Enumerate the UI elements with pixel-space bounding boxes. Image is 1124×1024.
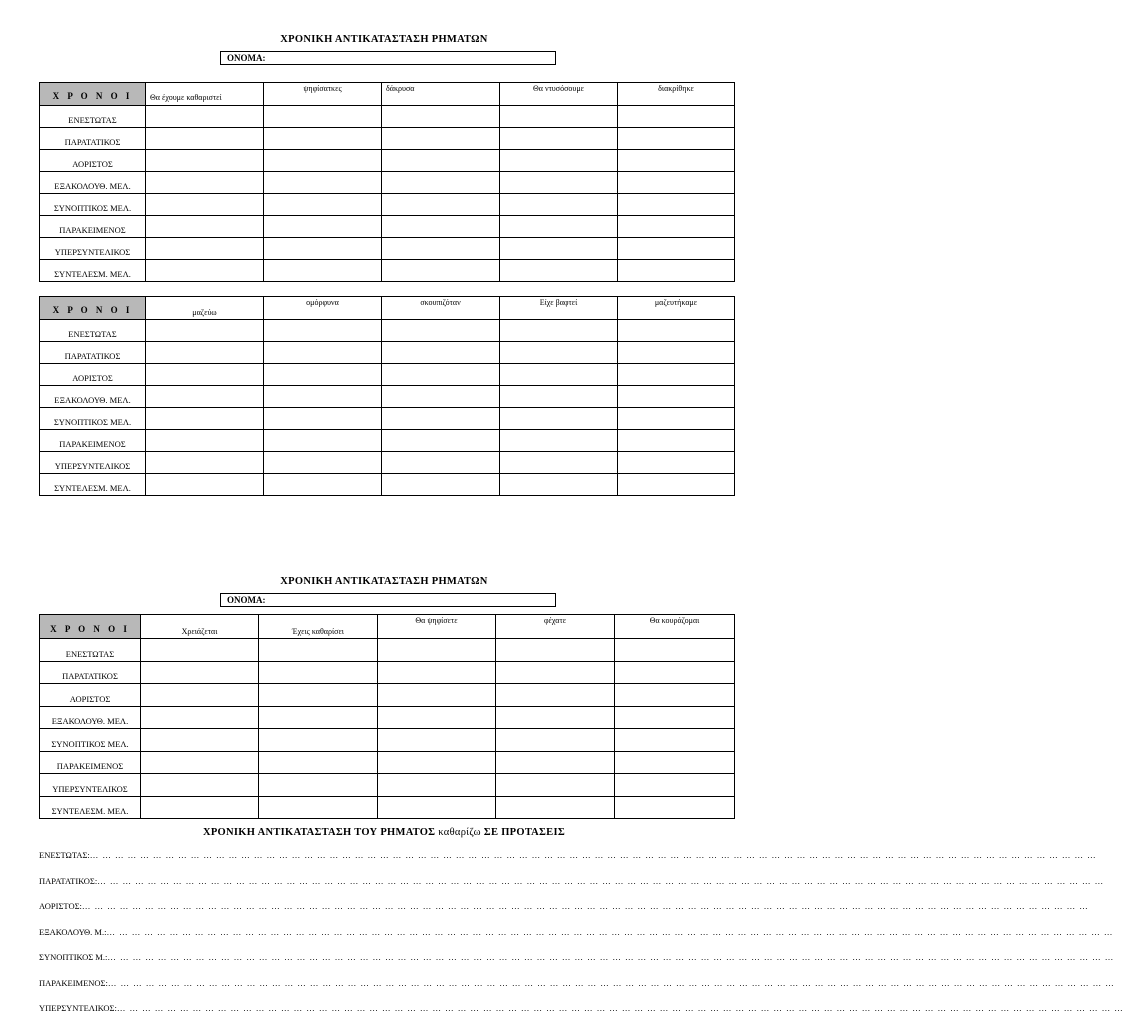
answer-cell[interactable] [500, 364, 618, 386]
tense-label: ΕΞΑΚΟΛΟΥΘ. ΜΕΛ. [40, 706, 141, 729]
answer-cell[interactable] [264, 408, 382, 430]
table-row [40, 474, 735, 496]
answer-cell[interactable] [615, 729, 735, 752]
tense-label: ΣΥΝΟΠΤΙΚΟΣ ΜΕΛ. [40, 194, 146, 216]
answer-cell[interactable] [259, 751, 378, 774]
answer-cell[interactable] [496, 706, 615, 729]
sentence-line[interactable] [39, 875, 1105, 886]
answer-cell[interactable] [618, 430, 735, 452]
name-label: ΟΝΟΜΑ: [227, 595, 266, 605]
answer-cell[interactable] [378, 751, 496, 774]
verb-cell: Έχεις καθαρίσει [259, 615, 378, 639]
name-label: ΟΝΟΜΑ: [227, 53, 266, 63]
answer-cell[interactable] [378, 729, 496, 752]
name-field-2[interactable] [220, 593, 556, 607]
table-row [40, 364, 735, 386]
answer-cell[interactable] [618, 194, 735, 216]
header-tenses: Χ Ρ Ο Ν Ο Ι [40, 297, 146, 320]
tense-label: ΠΑΡΑΤΑΤΙΚΟΣ [40, 128, 146, 150]
sentence-label: ΕΞΑΚΟΛΟΥΘ. Μ.: [39, 926, 107, 937]
dotted-leader: … … … … … … … … … … … … … … … … … … … … … … … … … … … … … … … … … … … … … … … … … … … … … … … … … … … … … … … … … … … … … … … … … … … … … … … … … … … … … … … … [106, 926, 1114, 937]
answer-cell[interactable] [496, 751, 615, 774]
answer-cell[interactable] [141, 706, 259, 729]
answer-cell[interactable] [500, 150, 618, 172]
answer-cell[interactable] [264, 216, 382, 238]
answer-cell[interactable] [378, 774, 496, 797]
answer-cell[interactable] [618, 342, 735, 364]
tense-label: ΥΠΕΡΣΥΝΤΕΛΙΚΟΣ [40, 238, 146, 260]
verb-cell: Χρειάζεται [141, 615, 259, 639]
answer-cell[interactable] [146, 260, 264, 282]
answer-cell[interactable] [618, 364, 735, 386]
sentence-line[interactable] [39, 850, 1097, 860]
table-row [40, 216, 735, 238]
table3-body [40, 639, 735, 819]
answer-cell[interactable] [382, 238, 500, 260]
answer-cell[interactable] [382, 320, 500, 342]
dotted-leader: … … … … … … … … … … … … … … … … … … … … … … … … … … … … … … … … … … … … … … … … … … … … … … … … … … … … … … … … … … … … … … … … … … … … … … … … … … … … … … … … [89, 850, 1097, 860]
answer-cell[interactable] [141, 774, 259, 797]
verb-cell: Θα ψηφίσετε [378, 615, 496, 639]
answer-cell[interactable] [146, 452, 264, 474]
sentence-label: ΣΥΝΟΠΤΙΚΟΣ Μ.: [39, 952, 108, 962]
table-row [40, 172, 735, 194]
answer-cell[interactable] [615, 661, 735, 684]
verb-cell: μαζεύω [146, 297, 264, 320]
answer-cell[interactable] [618, 474, 735, 496]
answer-cell[interactable] [615, 774, 735, 797]
header-tenses: Χ Ρ Ο Ν Ο Ι [40, 615, 141, 639]
verb-cell: ομόρφυνα [264, 297, 382, 320]
answer-cell[interactable] [146, 194, 264, 216]
verb-cell: διακρίθηκε [618, 83, 735, 106]
tense-label: ΕΞΑΚΟΛΟΥΘ. ΜΕΛ. [40, 172, 146, 194]
answer-cell[interactable] [615, 751, 735, 774]
answer-cell[interactable] [618, 216, 735, 238]
answer-cell[interactable] [382, 342, 500, 364]
table-row [40, 128, 735, 150]
answer-cell[interactable] [382, 216, 500, 238]
answer-cell[interactable] [500, 430, 618, 452]
answer-cell[interactable] [146, 216, 264, 238]
answer-cell[interactable] [496, 639, 615, 662]
sentences-title-a: ΧΡΟΝΙΚΗ ΑΝΤΙΚΑΤΑΣΤΑΣΗ ΤΟΥ ΡΗΜΑΤΟΣ [202, 827, 436, 838]
answer-cell[interactable] [500, 452, 618, 474]
answer-cell[interactable] [141, 796, 259, 819]
answer-cell[interactable] [500, 260, 618, 282]
answer-cell[interactable] [496, 729, 615, 752]
answer-cell[interactable] [146, 150, 264, 172]
answer-cell[interactable] [141, 729, 259, 752]
table-row [40, 320, 735, 342]
answer-cell[interactable] [259, 729, 378, 752]
answer-cell[interactable] [146, 430, 264, 452]
table-row [40, 684, 735, 707]
tense-label: ΠΑΡΑΚΕΙΜΕΝΟΣ [40, 751, 141, 774]
page-title: ΧΡΟΝΙΚΗ ΑΝΤΙΚΑΤΑΣΤΑΣΗ ΡΗΜΑΤΩΝ [280, 34, 488, 45]
answer-cell[interactable] [496, 684, 615, 707]
tense-label: ΣΥΝΤΕΛΕΣΜ. ΜΕΛ. [40, 796, 141, 819]
tense-label: ΠΑΡΑΚΕΙΜΕΝΟΣ [40, 430, 146, 452]
table-row [40, 639, 735, 662]
tense-label: ΠΑΡΑΚΕΙΜΕΝΟΣ [40, 216, 146, 238]
answer-cell[interactable] [259, 774, 378, 797]
answer-cell[interactable] [146, 364, 264, 386]
answer-cell[interactable] [500, 474, 618, 496]
table-row [40, 774, 735, 797]
answer-cell[interactable] [146, 172, 264, 194]
sentences-title-b: ΣΕ ΠΡΟΤΑΣΕΙΣ [483, 827, 566, 838]
tense-label: ΠΑΡΑΤΑΤΙΚΟΣ [40, 342, 146, 364]
table-row [40, 796, 735, 819]
table-row [40, 386, 735, 408]
verb-cell: Θα κουράζομαι [615, 615, 735, 639]
verb-cell: Είχε βαφτεί [500, 297, 618, 320]
answer-cell[interactable] [618, 408, 735, 430]
answer-cell[interactable] [378, 639, 496, 662]
table-row [40, 238, 735, 260]
answer-cell[interactable] [146, 128, 264, 150]
answer-cell[interactable] [264, 128, 382, 150]
verb-cell: Θα έχουμε καθαριστεί [146, 83, 264, 106]
answer-cell[interactable] [382, 128, 500, 150]
name-field[interactable] [220, 51, 556, 65]
tense-table-2 [39, 296, 735, 496]
answer-cell[interactable] [618, 386, 735, 408]
answer-cell[interactable] [500, 238, 618, 260]
answer-cell[interactable] [264, 150, 382, 172]
answer-cell[interactable] [382, 474, 500, 496]
sentence-line[interactable] [39, 952, 1115, 962]
table-row [40, 342, 735, 364]
answer-cell[interactable] [618, 260, 735, 282]
tense-label: ΣΥΝΟΠΤΙΚΟΣ ΜΕΛ. [40, 729, 141, 752]
answer-cell[interactable] [146, 474, 264, 496]
answer-cell[interactable] [615, 796, 735, 819]
answer-cell[interactable] [259, 706, 378, 729]
answer-cell[interactable] [382, 430, 500, 452]
verb-cell: δάκρυσα [382, 83, 500, 106]
answer-cell[interactable] [500, 106, 618, 128]
answer-cell[interactable] [146, 386, 264, 408]
tense-label: ΥΠΕΡΣΥΝΤΕΛΙΚΟΣ [40, 452, 146, 474]
dotted-leader: … … … … … … … … … … … … … … … … … … … … … … … … … … … … … … … … … … … … … … … … … … … … … … … … … … … … … … … … … … … … … … … … … … … … … … … … … … … … … … … … [81, 901, 1089, 911]
answer-cell[interactable] [615, 684, 735, 707]
tense-label: ΕΝΕΣΤΩΤΑΣ [40, 320, 146, 342]
answer-cell[interactable] [259, 684, 378, 707]
answer-cell[interactable] [264, 430, 382, 452]
answer-cell[interactable] [618, 106, 735, 128]
answer-cell[interactable] [146, 106, 264, 128]
tense-label: ΣΥΝΟΠΤΙΚΟΣ ΜΕΛ. [40, 408, 146, 430]
answer-cell[interactable] [146, 408, 264, 430]
table-row [40, 751, 735, 774]
tense-label: ΠΑΡΑΤΑΤΙΚΟΣ [40, 661, 141, 684]
verb-cell: μαζευτήκαμε [618, 297, 735, 320]
answer-cell[interactable] [259, 639, 378, 662]
answer-cell[interactable] [259, 796, 378, 819]
answer-cell[interactable] [500, 172, 618, 194]
table-row [40, 452, 735, 474]
answer-cell[interactable] [378, 661, 496, 684]
table-row [40, 706, 735, 729]
answer-cell[interactable] [264, 320, 382, 342]
tense-label: ΣΥΝΤΕΛΕΣΜ. ΜΕΛ. [40, 474, 146, 496]
answer-cell[interactable] [141, 661, 259, 684]
answer-cell[interactable] [382, 172, 500, 194]
sentences-verb: καθαρίζω [438, 827, 481, 838]
tense-label: ΥΠΕΡΣΥΝΤΕΛΙΚΟΣ [40, 774, 141, 797]
answer-cell[interactable] [378, 706, 496, 729]
tense-label: ΕΞΑΚΟΛΟΥΘ. ΜΕΛ. [40, 386, 146, 408]
answer-cell[interactable] [500, 342, 618, 364]
dotted-leader: … … … … … … … … … … … … … … … … … … … … … … … … … … … … … … … … … … … … … … … … … … … … … … … … … … … … … … … … … … … … … … … … … … … … … … … … … … … … … … … … [116, 1003, 1124, 1013]
answer-cell[interactable] [264, 238, 382, 260]
sentence-label: ΑΟΡΙΣΤΟΣ: [39, 901, 82, 911]
answer-cell[interactable] [618, 238, 735, 260]
answer-cell[interactable] [500, 320, 618, 342]
answer-cell[interactable] [382, 452, 500, 474]
answer-cell[interactable] [618, 128, 735, 150]
table-row [40, 408, 735, 430]
answer-cell[interactable] [382, 150, 500, 172]
sentences-title [0, 827, 768, 838]
sentence-line[interactable] [39, 1003, 1124, 1013]
answer-cell[interactable] [146, 238, 264, 260]
table1-body [40, 106, 735, 282]
answer-cell[interactable] [382, 106, 500, 128]
answer-cell[interactable] [264, 342, 382, 364]
answer-cell[interactable] [378, 796, 496, 819]
verb-cell: ψηφίσατκες [264, 83, 382, 106]
answer-cell[interactable] [264, 194, 382, 216]
sentence-line[interactable] [39, 901, 1089, 911]
sentence-label: ΥΠΕΡΣΥΝΤΕΛΙΚΟΣ: [39, 1003, 117, 1013]
answer-cell[interactable] [264, 364, 382, 386]
answer-cell[interactable] [259, 661, 378, 684]
answer-cell[interactable] [618, 452, 735, 474]
answer-cell[interactable] [618, 150, 735, 172]
verb-cell: φέχατε [496, 615, 615, 639]
table-row [40, 729, 735, 752]
tense-label: ΕΝΕΣΤΩΤΑΣ [40, 106, 146, 128]
sentence-line[interactable] [39, 977, 1115, 988]
dotted-leader: … … … … … … … … … … … … … … … … … … … … … … … … … … … … … … … … … … … … … … … … … … … … … … … … … … … … … … … … … … … … … … … … … … … … … … … … … … … … … … … … [97, 875, 1105, 886]
answer-cell[interactable] [500, 216, 618, 238]
answer-cell[interactable] [382, 364, 500, 386]
answer-cell[interactable] [618, 172, 735, 194]
answer-cell[interactable] [615, 706, 735, 729]
tense-label: ΣΥΝΤΕΛΕΣΜ. ΜΕΛ. [40, 260, 146, 282]
sentence-label: ΠΑΡΑΚΕΙΜΕΝΟΣ: [39, 977, 108, 988]
answer-cell[interactable] [500, 408, 618, 430]
answer-cell[interactable] [496, 796, 615, 819]
verb-cell: σκουπιζόταν [382, 297, 500, 320]
tense-table-3 [39, 614, 735, 819]
answer-cell[interactable] [264, 386, 382, 408]
table-row [40, 106, 735, 128]
answer-cell[interactable] [264, 172, 382, 194]
answer-cell[interactable] [615, 639, 735, 662]
answer-cell[interactable] [146, 342, 264, 364]
tense-label: ΕΝΕΣΤΩΤΑΣ [40, 639, 141, 662]
answer-cell[interactable] [264, 260, 382, 282]
tense-label: ΑΟΡΙΣΤΟΣ [40, 364, 146, 386]
answer-cell[interactable] [378, 684, 496, 707]
answer-cell[interactable] [146, 320, 264, 342]
dotted-leader: … … … … … … … … … … … … … … … … … … … … … … … … … … … … … … … … … … … … … … … … … … … … … … … … … … … … … … … … … … … … … … … … … … … … … … … … … … … … … … … … [107, 977, 1115, 988]
answer-cell[interactable] [141, 684, 259, 707]
dotted-leader: … … … … … … … … … … … … … … … … … … … … … … … … … … … … … … … … … … … … … … … … … … … … … … … … … … … … … … … … … … … … … … … … … … … … … … … … … … … … … … … … [107, 952, 1115, 962]
tense-label: ΑΟΡΙΣΤΟΣ [40, 150, 146, 172]
answer-cell[interactable] [382, 386, 500, 408]
answer-cell[interactable] [500, 128, 618, 150]
sentence-line[interactable] [39, 926, 1114, 937]
answer-cell[interactable] [264, 474, 382, 496]
sentence-label: ΠΑΡΑΤΑΤΙΚΟΣ: [39, 875, 98, 886]
page-title-2: ΧΡΟΝΙΚΗ ΑΝΤΙΚΑΤΑΣΤΑΣΗ ΡΗΜΑΤΩΝ [280, 576, 488, 587]
table2-body [40, 320, 735, 496]
table-row [40, 430, 735, 452]
sentence-label: ΕΝΕΣΤΩΤΑΣ: [39, 850, 90, 860]
verb-cell: Θα ντυσόσουμε [500, 83, 618, 106]
table-row [40, 661, 735, 684]
answer-cell[interactable] [500, 194, 618, 216]
answer-cell[interactable] [500, 386, 618, 408]
answer-cell[interactable] [382, 408, 500, 430]
answer-cell[interactable] [496, 661, 615, 684]
answer-cell[interactable] [264, 106, 382, 128]
answer-cell[interactable] [141, 751, 259, 774]
answer-cell[interactable] [264, 452, 382, 474]
answer-cell[interactable] [618, 320, 735, 342]
table-row [40, 260, 735, 282]
tense-table-1 [39, 82, 735, 282]
tense-label: ΑΟΡΙΣΤΟΣ [40, 684, 141, 707]
answer-cell[interactable] [496, 774, 615, 797]
answer-cell[interactable] [141, 639, 259, 662]
table-row [40, 150, 735, 172]
table-row [40, 194, 735, 216]
header-tenses: Χ Ρ Ο Ν Ο Ι [40, 83, 146, 106]
answer-cell[interactable] [382, 260, 500, 282]
answer-cell[interactable] [382, 194, 500, 216]
